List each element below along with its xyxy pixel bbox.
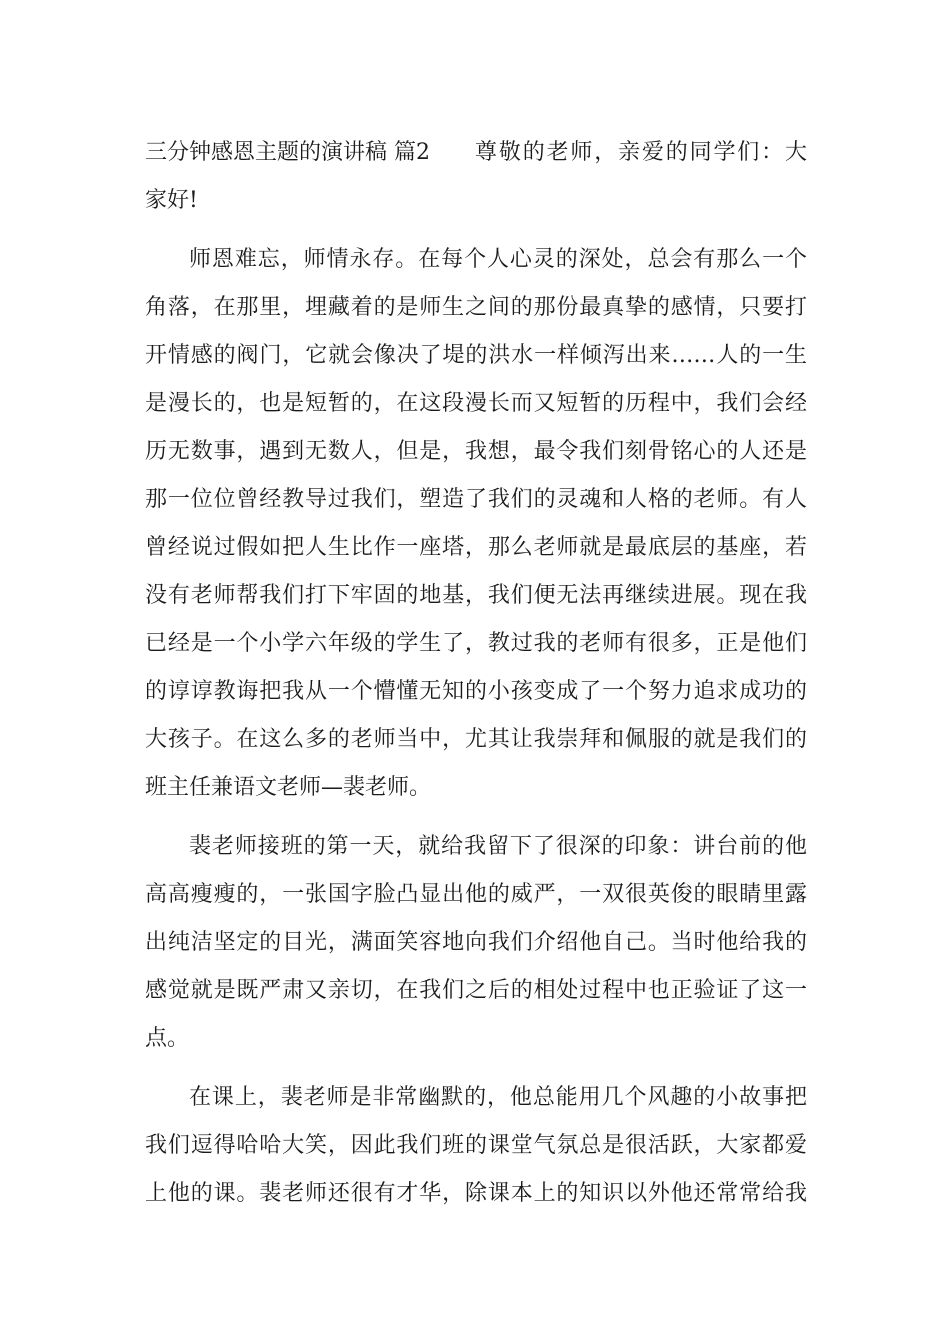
title-line <box>145 129 807 177</box>
greeting-end: 家好! <box>145 188 198 213</box>
paragraph-line: 开情感的阀门，它就会像决了堤的洪水一样倾泻出来……人的一生 <box>145 343 807 368</box>
paragraph-line: 在课上，裴老师是非常幽默的，他总能用几个风趣的小故事把 <box>189 1085 807 1110</box>
paragraph-line: 没有老师帮我们打下牢固的地基，我们便无法再继续进展。现在我 <box>145 583 807 608</box>
paragraph-line: 班主任兼语文老师—裴老师。 <box>145 775 432 800</box>
greeting-start: 尊敬的老师，亲爱的同学们：大 <box>475 140 807 165</box>
paragraph-line: 曾经说过假如把人生比作一座塔，那么老师就是最底层的基座，若 <box>145 535 807 560</box>
paragraph-line: 裴老师接班的第一天，就给我留下了很深的印象：讲台前的他 <box>189 834 807 859</box>
paragraph-line: 师恩难忘，师情永存。在每个人心灵的深处，总会有那么一个 <box>189 247 807 272</box>
paragraph <box>145 236 807 812</box>
document-body <box>145 129 807 1218</box>
paragraph-line: 历无数事，遇到无数人，但是，我想，最令我们刻骨铭心的人还是 <box>145 439 807 464</box>
paragraph <box>145 823 807 1063</box>
paragraph-line: 是漫长的，也是短暂的，在这段漫长而又短暂的历程中，我们会经 <box>145 391 807 416</box>
paragraph <box>145 1074 807 1218</box>
paragraph-line: 出纯洁坚定的目光，满面笑容地向我们介绍他自己。当时他给我的 <box>145 930 807 955</box>
paragraph-line: 角落，在那里，埋藏着的是师生之间的那份最真挚的感情，只要打 <box>145 295 807 320</box>
paragraph-line: 已经是一个小学六年级的学生了，教过我的老师有很多，正是他们 <box>145 631 807 656</box>
paragraph-line: 点。 <box>145 1026 190 1051</box>
title-spacer <box>430 129 475 177</box>
paragraph-line: 上他的课。裴老师还很有才华，除课本上的知识以外他还常常给我 <box>145 1181 807 1206</box>
paragraph-line: 那一位位曾经教导过我们，塑造了我们的灵魂和人格的老师。有人 <box>145 487 807 512</box>
paragraph-line: 我们逗得哈哈大笑，因此我们班的课堂气氛总是很活跃，大家都爱 <box>145 1133 807 1158</box>
paragraph-line: 高高瘦瘦的，一张国字脸凸显出他的威严，一双很英俊的眼睛里露 <box>145 882 807 907</box>
document-title: 三分钟感恩主题的演讲稿 篇2 <box>145 140 430 165</box>
paragraph-line: 的谆谆教诲把我从一个懵懂无知的小孩变成了一个努力追求成功的 <box>145 679 807 704</box>
paragraph-line: 大孩子。在这么多的老师当中，尤其让我崇拜和佩服的就是我们的 <box>145 727 807 752</box>
paragraph-line: 感觉就是既严肃又亲切，在我们之后的相处过程中也正验证了这一 <box>145 978 807 1003</box>
